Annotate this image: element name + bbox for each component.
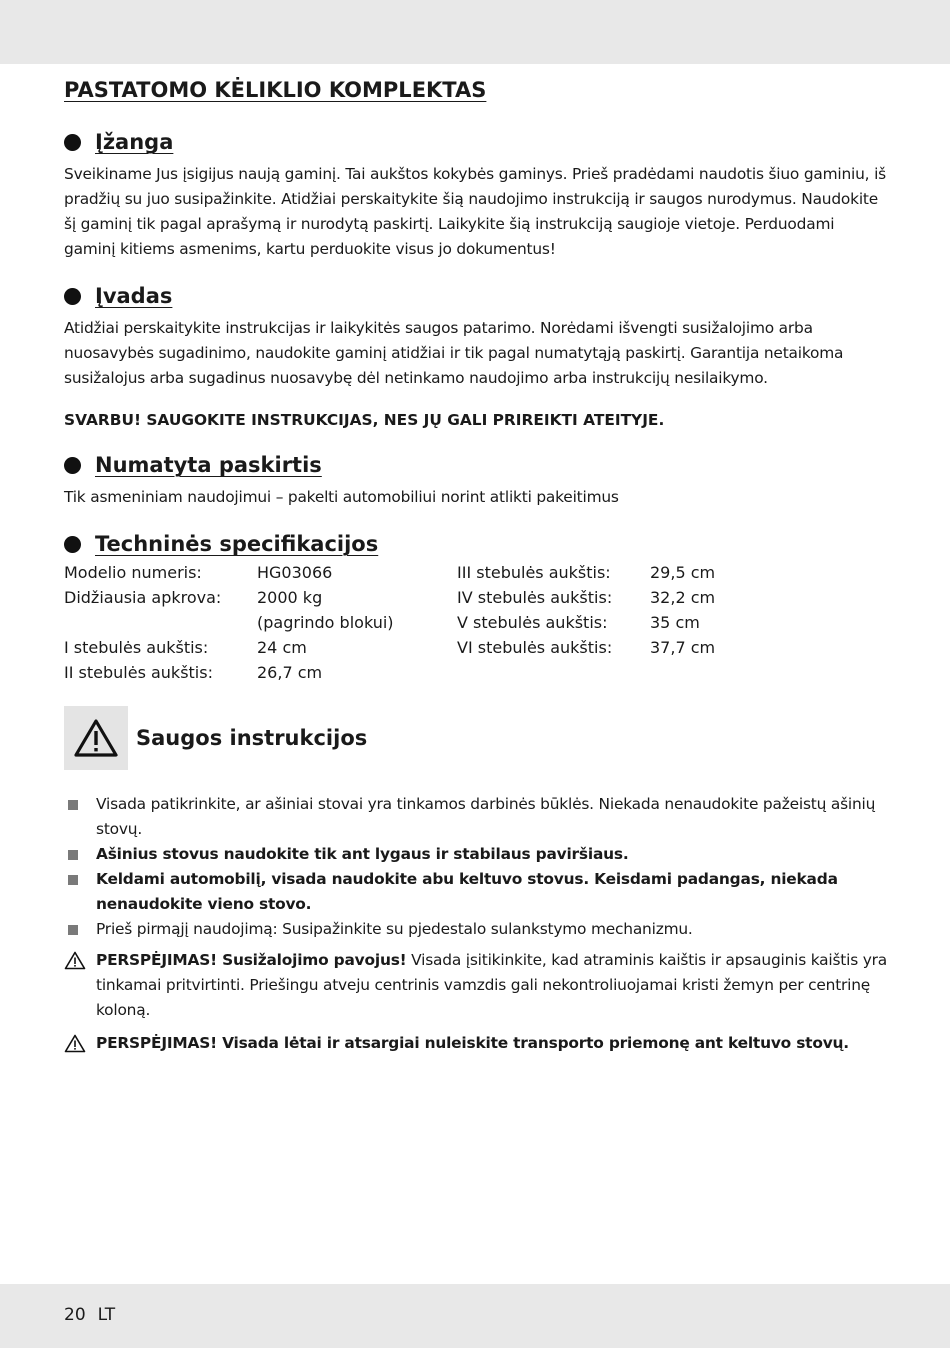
page-content: [64, 78, 888, 1056]
square-bullet-icon: [68, 925, 78, 935]
section-specs-header: [64, 532, 888, 556]
spec-value: (pagrindo blokui): [257, 613, 394, 632]
footer-band: [0, 1284, 950, 1348]
warning-item: [64, 948, 888, 1023]
safety-title: Saugos instrukcijos: [136, 726, 368, 750]
spec-label: Didžiausia apkrova:: [64, 588, 222, 607]
spec-row: [457, 560, 715, 585]
warning-triangle-icon: [73, 718, 119, 758]
spec-label: Modelio numeris:: [64, 563, 202, 582]
section-intro-header: [64, 130, 888, 154]
warning-label: PERSPĖJIMAS! Susižalojimo pavojus!: [96, 951, 407, 969]
specs-left-column: [64, 560, 394, 685]
warning-box: [64, 706, 128, 770]
spec-row: [457, 635, 715, 660]
safety-header: [64, 706, 888, 770]
warning-small-icon: [64, 1034, 86, 1053]
section-bullet-icon: [64, 134, 81, 151]
safety-item-text: Prieš pirmąjį naudojimą: Susipažinkite su pjedestalo sulankstymo mechanizmu.: [96, 920, 693, 938]
spec-value: 29,5 cm: [650, 563, 716, 582]
warning-item: [64, 1031, 888, 1056]
section-specs-title: Techninės specifikacijos: [95, 532, 379, 556]
warning-small-icon: [64, 951, 86, 970]
square-bullet-icon: [68, 850, 78, 860]
important-notice: SVARBU! SAUGOKITE INSTRUKCIJAS, NES JŲ GALI PRIREIKTI ATEITYJE.: [64, 411, 665, 429]
page-footer: [64, 1305, 127, 1325]
section-bullet-icon: [64, 288, 81, 305]
safety-item: [64, 917, 888, 942]
spec-value: 26,7 cm: [257, 663, 323, 682]
section-intended-use-text: Tik asmeniniam naudojimui – pakelti automobiliui norint atlikti pakeitimus: [64, 488, 619, 506]
section-preface-text: Atidžiai perskaitykite instrukcijas ir laikykitės saugos patarimo. Norėdami išvengti susižalojimo arba nuosavybės sugadinimo, naudokite gaminį atidžiai ir tik pagal numatytąją paskirtį. Garantija netaikoma susižalojus arba sugadinus nuosavybę dėl netinkamo naudojimo arba instrukcijų nesilaikymo.: [64, 319, 844, 387]
spec-label: V stebulės aukštis:: [457, 613, 608, 632]
document-title: PASTATOMO KĖLIKLIO KOMPLEKTAS: [64, 78, 487, 102]
safety-item-text: Visada patikrinkite, ar ašiniai stovai yra tinkamos darbinės būklės. Niekada nenaudokite pažeistų ašinių stovų.: [96, 795, 876, 838]
spec-row: [457, 585, 715, 610]
spec-label: I stebulės aukštis:: [64, 638, 209, 657]
safety-item-text: Keldami automobilį, visada naudokite abu keltuvo stovus. Keisdami padangas, niekada nenaudokite vieno stovo.: [96, 870, 838, 913]
language-code: LT: [97, 1305, 116, 1325]
spec-value: 32,2 cm: [650, 588, 716, 607]
square-bullet-icon: [68, 875, 78, 885]
spec-row: [64, 560, 394, 585]
warning-text: PERSPĖJIMAS! Visada lėtai ir atsargiai nuleiskite transporto priemonę ant keltuvo stovų.: [96, 1034, 849, 1052]
page-number: 20: [64, 1305, 86, 1325]
spec-value: HG03066: [257, 563, 333, 582]
section-preface-header: [64, 284, 888, 308]
section-intended-use-header: [64, 453, 888, 477]
safety-item: [64, 842, 888, 867]
safety-list: [64, 792, 888, 942]
spec-value: 35 cm: [650, 613, 700, 632]
section-intro-text: Sveikiname Jus įsigijus naują gaminį. Tai aukštos kokybės gaminys. Prieš pradėdami naudotis šiuo gaminiu, iš pradžių su juo susipažinkite. Atidžiai perskaitykite šią naudojimo instrukciją ir saugos nurodymus. Naudokite šį gaminį tik pagal aprašymą ir nurodytą paskirtį. Laikykite šią instrukciją saugioje vietoje. Perduodami gaminį kitiems asmenims, kartu perduokite visus jo dokumentus!: [64, 165, 886, 258]
spec-row: [64, 610, 394, 635]
safety-item-text: Ašinius stovus naudokite tik ant lygaus ir stabilaus paviršiaus.: [96, 845, 629, 863]
header-band: [0, 0, 950, 64]
spec-label: III stebulės aukštis:: [457, 563, 611, 582]
spec-value: 2000 kg: [257, 588, 323, 607]
spec-row: [64, 635, 394, 660]
spec-value: 37,7 cm: [650, 638, 716, 657]
spec-row: [64, 585, 394, 610]
spec-value: 24 cm: [257, 638, 307, 657]
spec-row: [457, 610, 715, 635]
warning-text: Visada įsitikinkite, kad atraminis kaištis ir apsauginis kaištis yra tinkamai pritvirtinti. Priešingu atveju centrinis vamzdis gali nekontroliuojamai kristi žemyn per centrinę koloną.: [96, 951, 887, 1019]
section-intro-title: Įžanga: [95, 130, 174, 154]
safety-item: [64, 792, 888, 842]
section-intended-use-title: Numatyta paskirtis: [95, 453, 322, 477]
spec-label: [64, 610, 257, 635]
spec-label: IV stebulės aukštis:: [457, 588, 613, 607]
spec-label: VI stebulės aukštis:: [457, 638, 613, 657]
spec-row: [64, 660, 394, 685]
specs-table: [64, 560, 888, 690]
section-preface-title: Įvadas: [95, 284, 173, 308]
section-bullet-icon: [64, 536, 81, 553]
spec-label: II stebulės aukštis:: [64, 663, 213, 682]
section-bullet-icon: [64, 457, 81, 474]
specs-right-column: [457, 560, 715, 660]
safety-item: [64, 867, 888, 917]
square-bullet-icon: [68, 800, 78, 810]
